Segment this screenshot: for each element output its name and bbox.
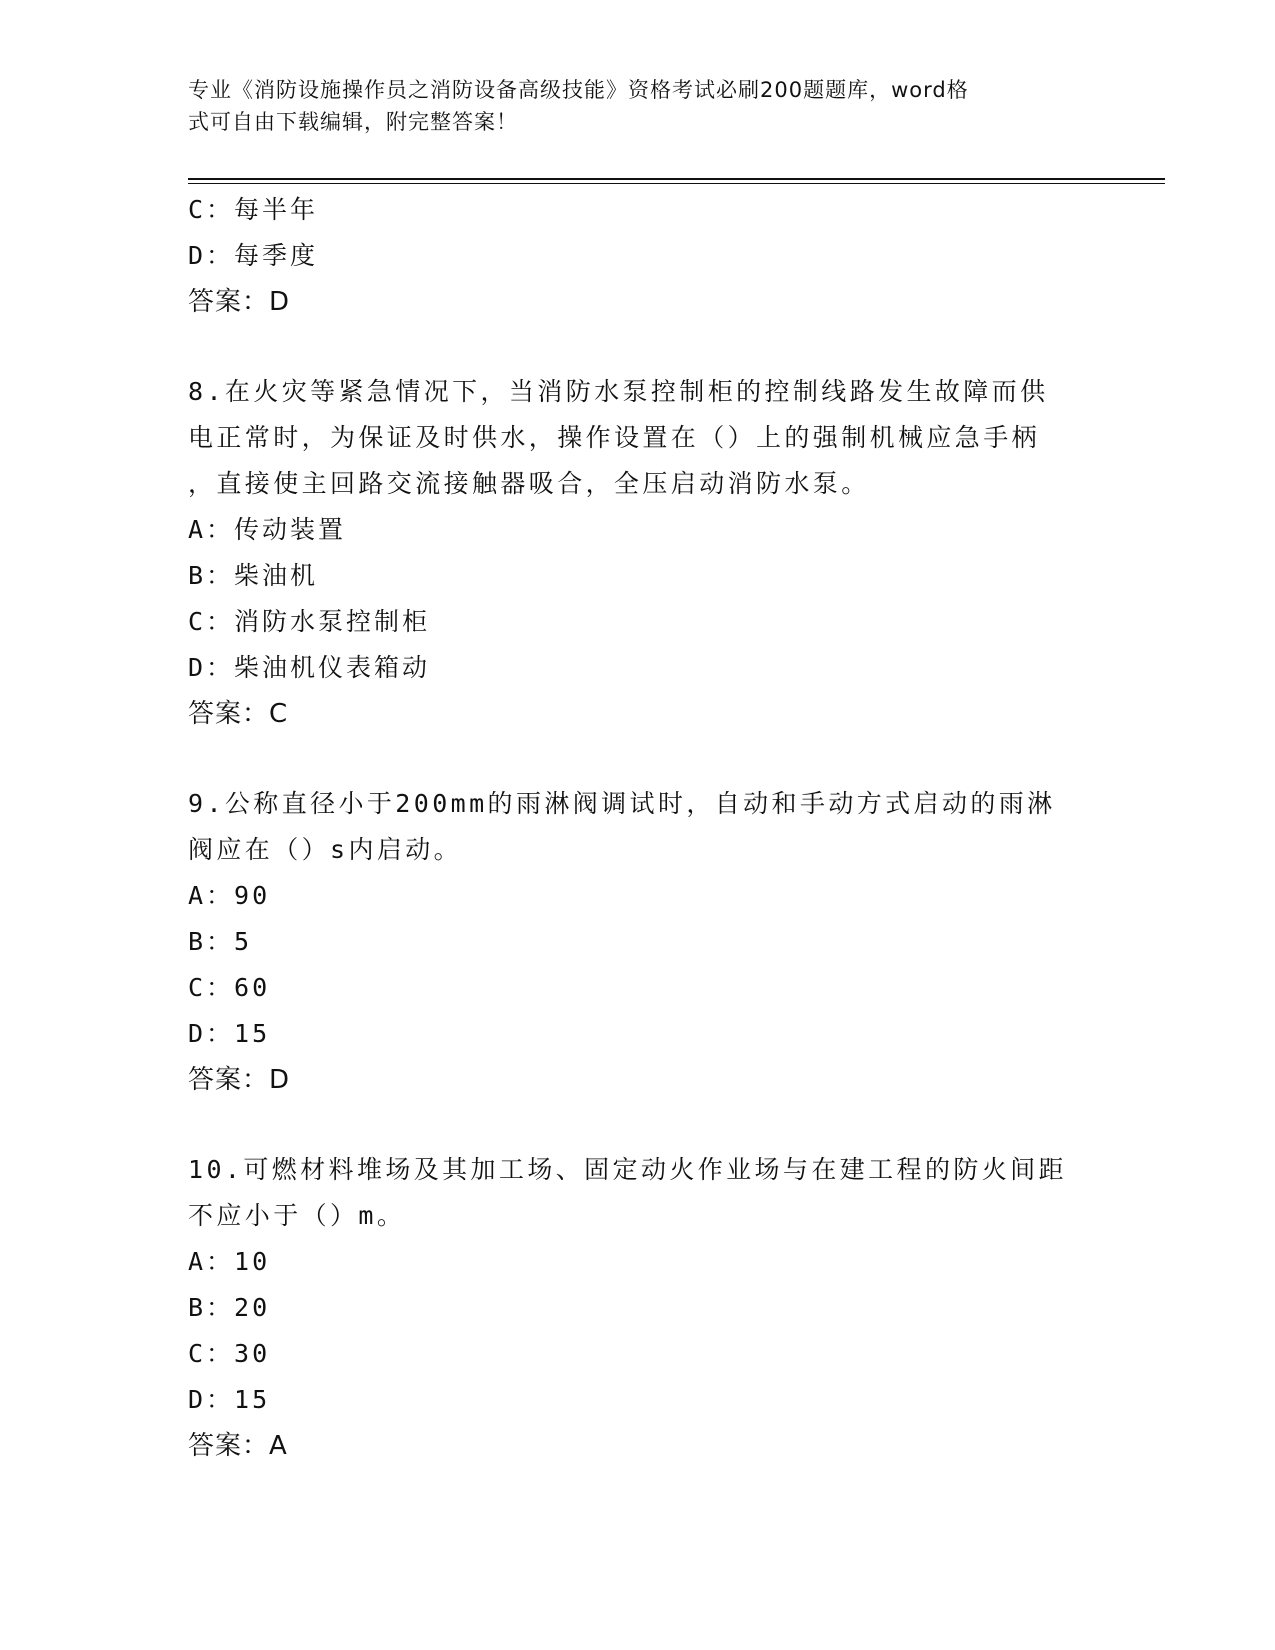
question-7 [188,187,1088,325]
stem-line: 9.公称直径小于200mm的雨淋阀调试时，自动和手动方式启动的雨淋 [188,789,1056,818]
answer-line: 答案：C [188,699,289,729]
option-b: B：柴油机 [188,561,319,590]
option-b: B：5 [188,927,253,956]
option-c: C：60 [188,973,271,1002]
option-d: D：15 [188,1019,271,1048]
stem-line: 阀应在（）s内启动。 [188,835,463,864]
stem-line: 电正常时，为保证及时供水，操作设置在（）上的强制机械应急手柄 [188,423,1041,452]
question-stem [188,781,1088,873]
document-body [188,187,1088,1469]
stem-line: 8.在火灾等紧急情况下，当消防水泵控制柜的控制线路发生故障而供 [188,377,1049,406]
option-c: C：消防水泵控制柜 [188,607,431,636]
answer-line: 答案：D [188,287,291,317]
option-a: A：90 [188,881,271,910]
spacer [188,1103,1088,1147]
stem-line: 10.可燃材料堆场及其加工场、固定动火作业场与在建工程的防火间距 [188,1155,1067,1184]
spacer [188,737,1088,781]
option-c: C：30 [188,1339,271,1368]
stem-line: ，直接使主回路交流接触器吸合，全压启动消防水泵。 [188,469,870,498]
answer-line: 答案：D [188,1065,291,1095]
option-d: D：柴油机仪表箱动 [188,653,431,682]
document-header [188,74,1068,138]
stem-line: 不应小于（）m。 [188,1201,406,1230]
header-divider-thin [188,183,1165,184]
header-line-2: 式可自由下载编辑，附完整答案！ [188,110,518,134]
question-stem [188,1147,1088,1239]
option-d: D：15 [188,1385,271,1414]
option-a: A：10 [188,1247,271,1276]
question-stem [188,369,1088,507]
header-divider-thick [188,178,1165,180]
option-c: C：每半年 [188,195,319,224]
answer-line: 答案：A [188,1431,288,1461]
option-b: B：20 [188,1293,271,1322]
question-9 [188,781,1088,1103]
option-d: D：每季度 [188,241,319,270]
option-a: A：传动装置 [188,515,347,544]
question-8 [188,369,1088,737]
spacer [188,325,1088,369]
question-10 [188,1147,1088,1469]
header-line-1: 专业《消防设施操作员之消防设备高级技能》资格考试必刷200题题库，word格 [188,78,969,102]
